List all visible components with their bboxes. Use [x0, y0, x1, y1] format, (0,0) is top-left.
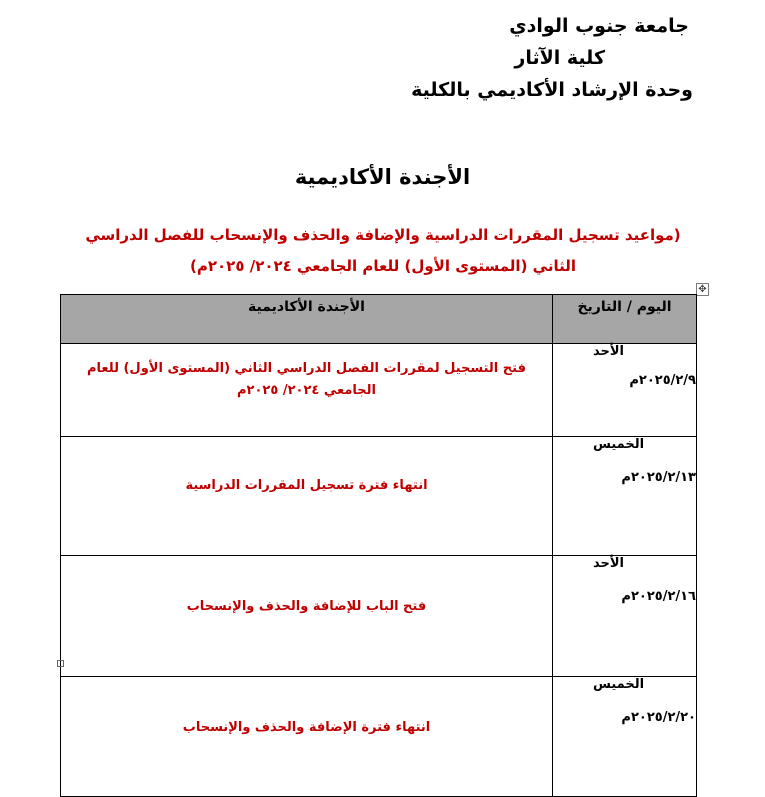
event-cell: انتهاء فترة الإضافة والحذف والإنسحاب	[61, 677, 553, 797]
document-subtitle	[68, 220, 698, 282]
date-cell	[553, 556, 697, 677]
day-label: الخميس	[593, 437, 645, 452]
subtitle-line-1: (مواعيد تسجيل المقررات الدراسية والإضافة والحذف والإنسحاب للفصل الدراسي	[85, 226, 681, 244]
table-row	[61, 344, 697, 437]
date-label: ٢٠٢٥/٢/١٣م	[621, 470, 696, 485]
university-name: جامعة جنوب الوادي	[509, 15, 689, 37]
table-row	[61, 556, 697, 677]
date-label: ٢٠٢٥/٢/١٦م	[621, 589, 696, 604]
date-label: ٢٠٢٥/٢/٩م	[629, 373, 696, 388]
unit-name: وحدة الإرشاد الأكاديمي بالكلية	[411, 79, 693, 101]
table-header-row	[61, 295, 697, 344]
table-row	[61, 677, 697, 797]
document-header	[411, 10, 693, 106]
document-title: الأجندة الأكاديمية	[294, 165, 471, 189]
header-date: اليوم / التاريخ	[553, 295, 697, 344]
paragraph-end-mark	[57, 660, 64, 667]
event-cell: انتهاء فترة تسجيل المقررات الدراسية	[61, 437, 553, 556]
day-label: الخميس	[593, 677, 645, 692]
table-move-handle-icon[interactable]: ✥	[696, 283, 709, 296]
event-cell: فتح الباب للإضافة والحذف والإنسحاب	[61, 556, 553, 677]
subtitle-line-2: الثاني (المستوى الأول) للعام الجامعي ٢٠٢٤/ ٢٠٢٥م)	[190, 257, 576, 275]
day-label: الأحد	[593, 344, 625, 359]
table-row	[61, 437, 697, 556]
date-label: ٢٠٢٥/٢/٢٠م	[621, 710, 696, 725]
faculty-name: كلية الآثار	[514, 47, 605, 69]
day-label: الأحد	[593, 556, 625, 571]
agenda-table	[60, 294, 697, 797]
date-cell	[553, 344, 697, 437]
event-cell: فتح التسجيل لمقررات الفصل الدراسي الثاني (المستوى الأول) للعام الجامعي ٢٠٢٤/ ٢٠٢٥م	[61, 344, 553, 437]
header-agenda: الأجندة الأكاديمية	[61, 295, 553, 344]
date-cell	[553, 437, 697, 556]
date-cell	[553, 677, 697, 797]
